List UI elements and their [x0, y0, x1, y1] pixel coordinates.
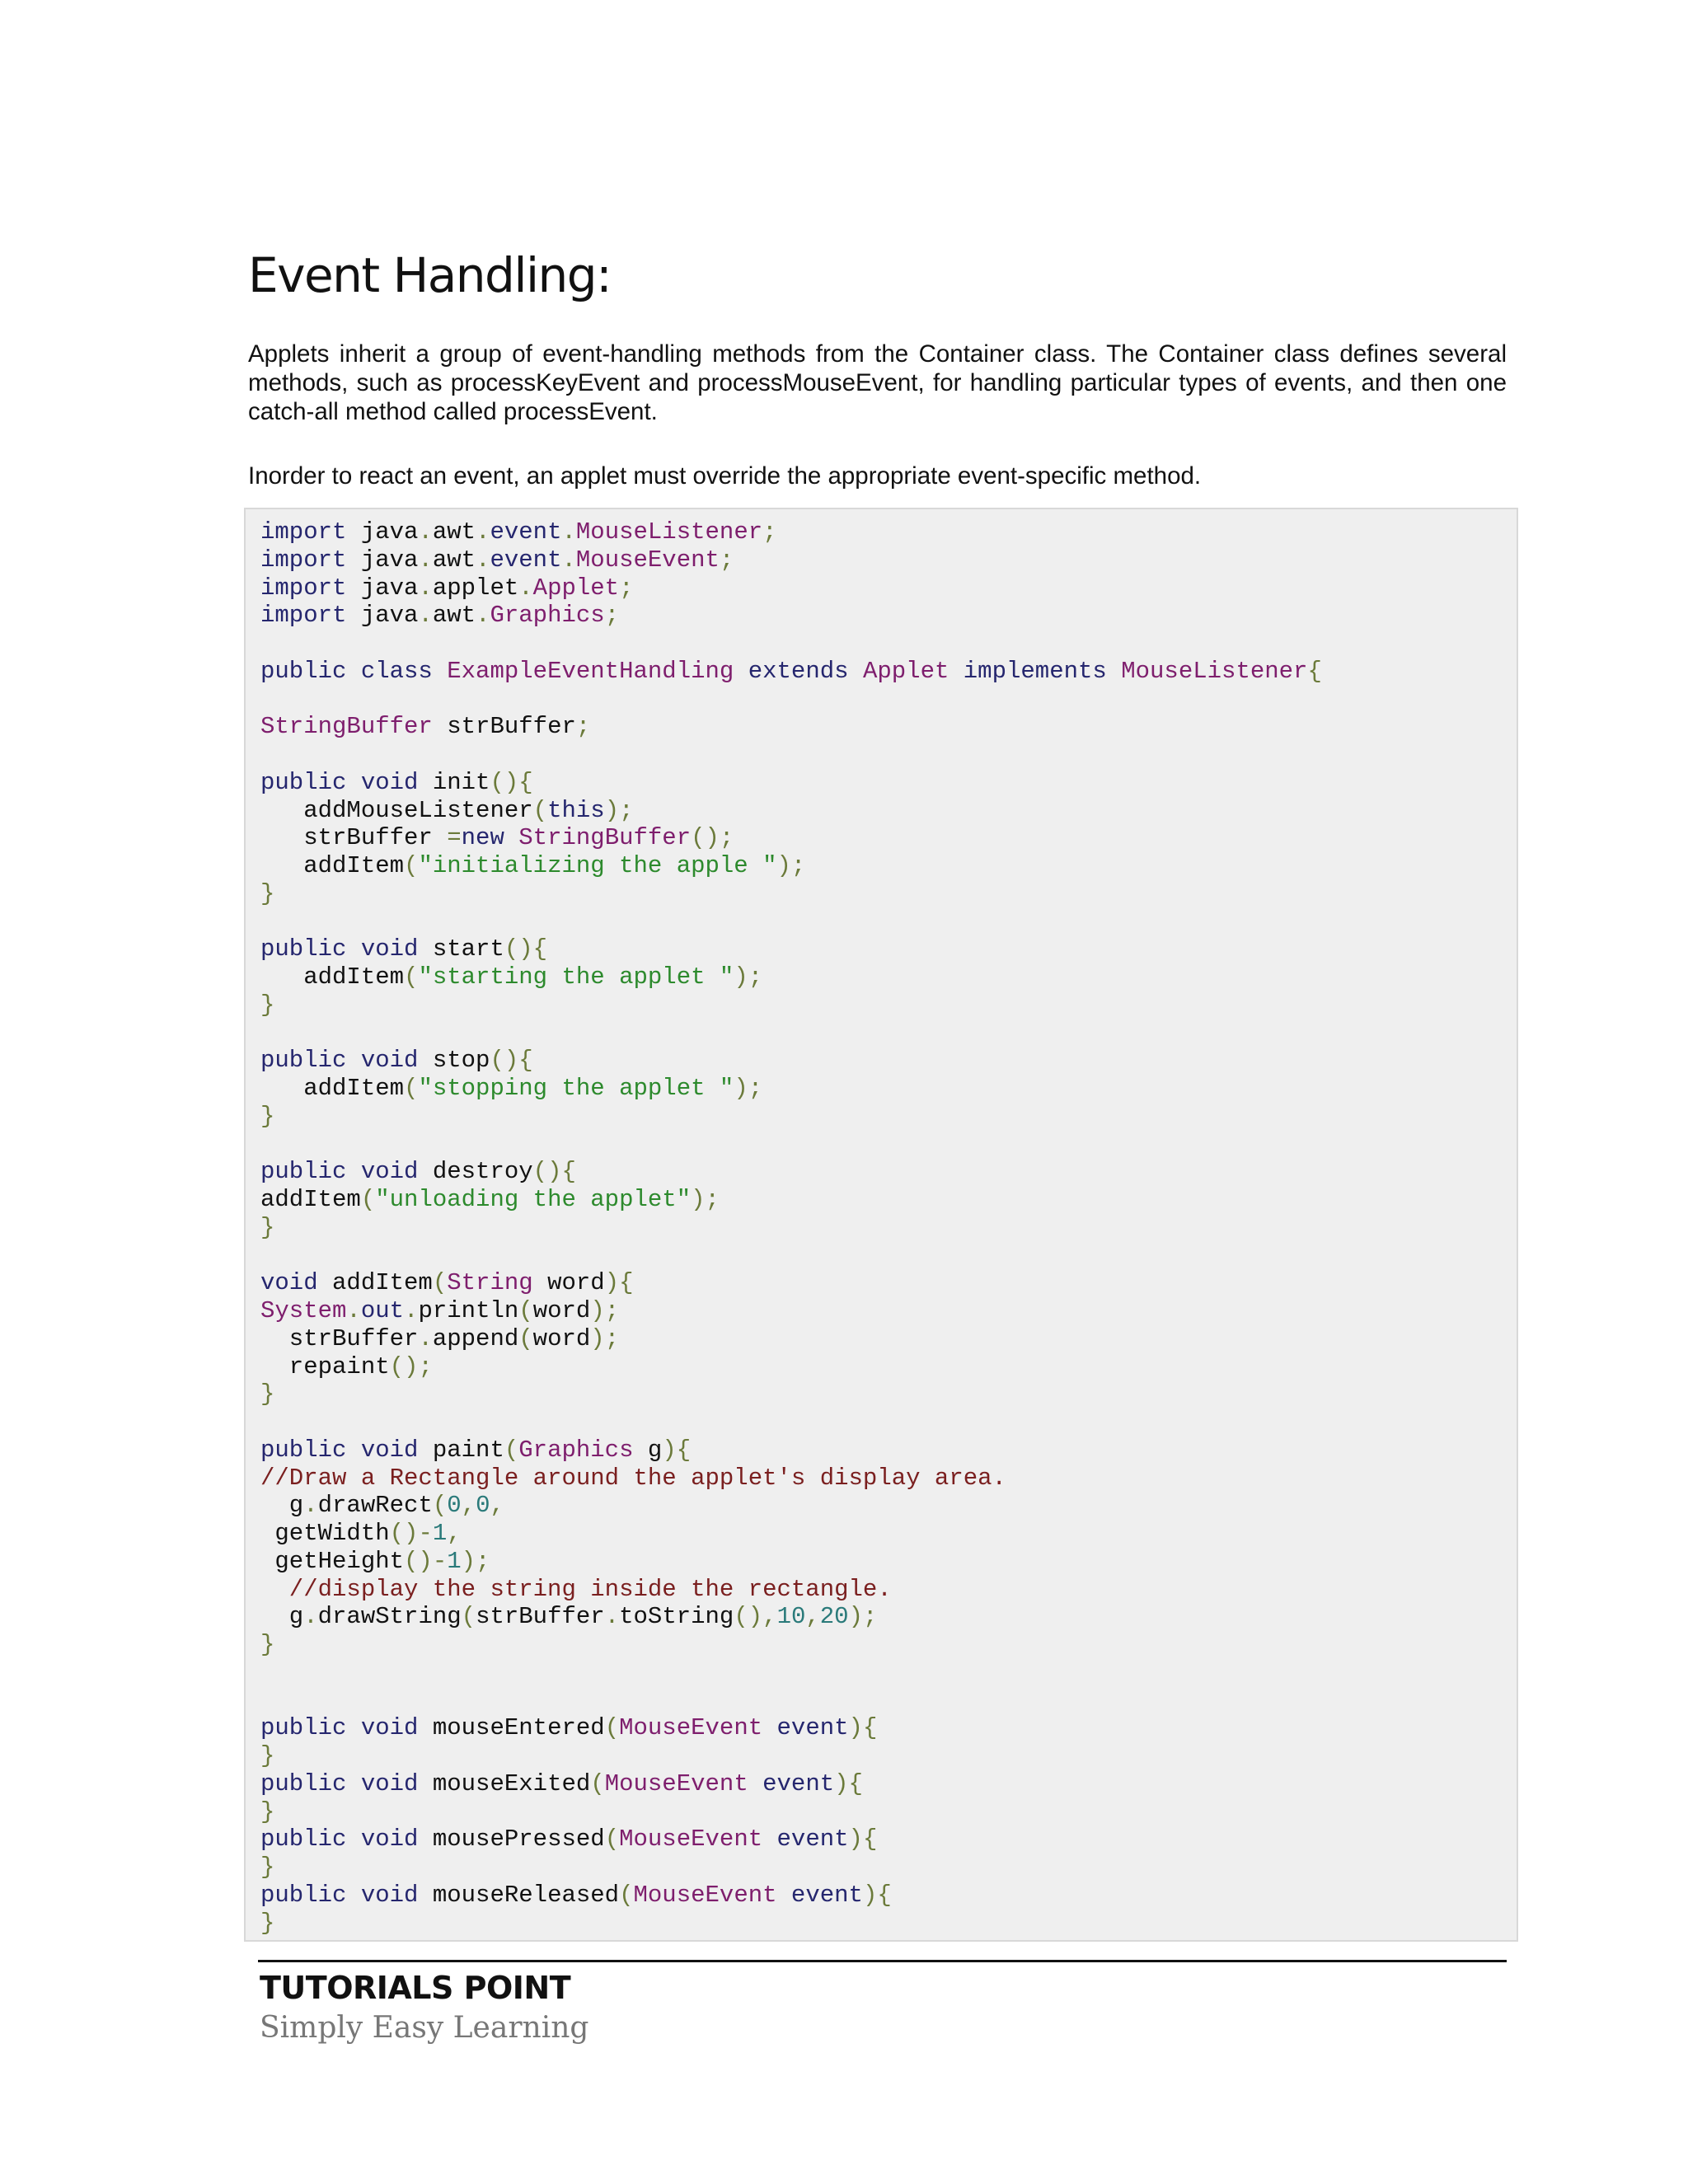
code-token: ){	[848, 1714, 878, 1742]
code-line	[260, 518, 1517, 546]
code-line	[260, 1131, 1517, 1159]
code-token: }	[260, 1102, 275, 1130]
code-token: ();	[691, 824, 734, 852]
code-token: mousePressed	[432, 1825, 605, 1854]
code-token: ;	[719, 546, 734, 574]
code-token: MouseEvent	[575, 546, 720, 574]
code-line	[260, 1047, 1517, 1075]
code-token: .	[518, 574, 533, 602]
code-token: strBuffer	[260, 1324, 419, 1352]
code-token: MouseEvent	[619, 1714, 763, 1742]
code-token: stop	[432, 1047, 490, 1075]
code-token: .	[418, 574, 433, 602]
code-token: }	[260, 1742, 275, 1769]
code-token: .	[404, 1297, 419, 1324]
code-token: import	[260, 602, 347, 630]
code-token: toString	[619, 1603, 734, 1631]
code-token: getWidth	[260, 1520, 390, 1547]
code-token: addItem	[260, 963, 405, 991]
code-token: ){	[862, 1881, 892, 1909]
code-line	[260, 1380, 1517, 1408]
code-line	[260, 1158, 1517, 1186]
code-token: );	[590, 1297, 620, 1324]
code-token: println	[418, 1297, 519, 1324]
code-line	[260, 824, 1517, 852]
code-token: public void	[260, 768, 433, 796]
code-token: mouseExited	[432, 1769, 591, 1797]
code-token: strBuffer	[476, 1603, 605, 1631]
code-token: paint	[432, 1436, 504, 1464]
code-token: MouseEvent	[619, 1825, 763, 1854]
code-token: 1	[432, 1520, 448, 1547]
code-token: {	[1307, 657, 1322, 685]
code-line	[260, 1214, 1517, 1242]
code-line	[260, 1465, 1517, 1493]
code-token: (	[518, 1297, 533, 1324]
code-token: addItem	[260, 1075, 405, 1102]
code-token: awt	[432, 602, 476, 630]
code-token: "starting the applet "	[418, 963, 734, 991]
code-token: java	[346, 518, 419, 546]
code-line	[260, 1492, 1517, 1520]
code-token: ){	[604, 1269, 634, 1297]
code-token: g	[633, 1436, 663, 1464]
code-token: .	[418, 602, 433, 630]
code-token: 10	[776, 1603, 806, 1631]
code-token: .	[418, 1324, 433, 1352]
code-token: event	[490, 546, 562, 574]
code-token: (	[504, 1436, 519, 1464]
code-token: StringBuffer	[518, 824, 692, 852]
code-token: StringBuffer	[260, 713, 433, 741]
code-token: (	[461, 1603, 476, 1631]
code-token: public void	[260, 1714, 433, 1742]
code-token: .	[303, 1603, 318, 1631]
footer-brand: TUTORIALS POINT	[260, 1970, 571, 2006]
code-token: implements	[949, 657, 1122, 685]
code-token: drawString	[317, 1603, 462, 1631]
code-token: ;	[575, 713, 591, 741]
code-line	[260, 1075, 1517, 1103]
code-line	[260, 1687, 1517, 1715]
code-line	[260, 1353, 1517, 1381]
code-line	[260, 1186, 1517, 1214]
code-token: ExampleEventHandling	[447, 657, 734, 685]
code-token: java	[346, 602, 419, 630]
code-token: public void	[260, 1881, 433, 1909]
footer-tagline: Simply Easy Learning	[260, 2011, 589, 2045]
code-token: MouseEvent	[633, 1881, 777, 1909]
code-line	[260, 1910, 1517, 1938]
code-token: System	[260, 1297, 347, 1324]
code-line	[260, 797, 1517, 825]
code-token: ()-	[389, 1520, 433, 1547]
code-line	[260, 1325, 1517, 1353]
code-token: }	[260, 1797, 275, 1825]
code-token: }	[260, 991, 275, 1019]
code-token: ,	[461, 1492, 476, 1520]
override-paragraph: Inorder to react an event, an applet must override the appropriate event-specific method.	[248, 462, 1202, 490]
code-token: out	[360, 1297, 405, 1324]
code-token: );	[590, 1324, 620, 1352]
code-token: mouseEntered	[432, 1714, 605, 1742]
code-token: start	[432, 935, 504, 963]
code-line	[260, 1825, 1517, 1854]
code-token: );	[776, 852, 806, 879]
code-token: MouseListener	[575, 518, 763, 546]
code-line	[260, 880, 1517, 908]
code-token: this	[547, 796, 605, 824]
code-line	[260, 1436, 1517, 1465]
code-line	[260, 1297, 1517, 1325]
code-token: append	[432, 1324, 519, 1352]
code-token: .	[604, 1603, 620, 1631]
code-line	[260, 741, 1517, 769]
code-line	[260, 852, 1517, 880]
code-token: (){	[504, 935, 548, 963]
code-line	[260, 963, 1517, 991]
code-token: event	[490, 518, 562, 546]
code-token: addMouseListener	[260, 796, 533, 824]
code-token: =	[447, 824, 462, 852]
code-line	[260, 991, 1517, 1019]
code-token: }	[260, 879, 275, 907]
code-token: 0	[476, 1492, 490, 1520]
code-token: word	[532, 1324, 591, 1352]
code-token: );	[604, 796, 634, 824]
code-token: .	[561, 546, 576, 574]
code-token: ){	[662, 1436, 692, 1464]
code-token: (	[619, 1881, 634, 1909]
code-token: strBuffer	[432, 713, 576, 741]
code-token: 0	[447, 1492, 462, 1520]
code-token: (	[404, 852, 419, 879]
code-line	[260, 1798, 1517, 1826]
code-line	[260, 1408, 1517, 1436]
code-token: MouseListener	[1121, 657, 1308, 685]
code-token: (	[360, 1186, 376, 1213]
code-token: .	[476, 602, 490, 630]
code-token: init	[432, 768, 490, 796]
code-token: public void	[260, 1158, 433, 1186]
code-line	[260, 1659, 1517, 1687]
code-line	[260, 1548, 1517, 1576]
code-token: awt	[432, 518, 476, 546]
code-token: );	[461, 1547, 490, 1575]
code-token: drawRect	[317, 1492, 433, 1520]
code-token: (	[432, 1269, 448, 1297]
code-token: strBuffer	[260, 824, 448, 852]
code-token: "initializing the apple "	[418, 852, 777, 879]
code-token: (	[404, 1075, 419, 1102]
code-token: (	[604, 1825, 620, 1854]
code-token: ){	[848, 1825, 878, 1854]
code-token: }	[260, 1909, 275, 1937]
code-line	[260, 1269, 1517, 1297]
code-token: );	[848, 1603, 878, 1631]
code-token: .	[561, 518, 576, 546]
code-token: "unloading the applet"	[375, 1186, 692, 1213]
code-token: addItem	[260, 852, 405, 879]
code-line	[260, 908, 1517, 936]
code-token: 1	[447, 1547, 462, 1575]
code-token: new	[461, 824, 519, 852]
code-token: Applet	[532, 574, 620, 602]
code-token: }	[260, 1854, 275, 1881]
code-token: (),	[734, 1603, 777, 1631]
code-token: (){	[490, 768, 533, 796]
code-line	[260, 1714, 1517, 1742]
code-token: import	[260, 546, 347, 574]
code-token: destroy	[432, 1158, 533, 1186]
code-token: );	[734, 963, 763, 991]
code-line	[260, 1742, 1517, 1770]
code-token: ()-	[404, 1547, 448, 1575]
code-line	[260, 1576, 1517, 1604]
page-title: Event Handling:	[248, 247, 612, 303]
code-line	[260, 1242, 1517, 1270]
code-token: .	[418, 546, 433, 574]
code-token: event	[762, 1714, 849, 1742]
code-token: .	[476, 518, 490, 546]
code-token: Graphics	[490, 602, 605, 630]
code-token: g	[260, 1603, 304, 1631]
code-token: Graphics	[518, 1436, 634, 1464]
code-token: public class	[260, 657, 448, 685]
code-line	[260, 602, 1517, 630]
code-token: event	[776, 1881, 863, 1909]
code-token: (	[604, 1714, 620, 1742]
code-token: public void	[260, 935, 433, 963]
code-token: );	[691, 1186, 720, 1213]
code-token: MouseEvent	[604, 1769, 748, 1797]
code-token: Applet	[862, 657, 950, 685]
code-token: ,	[490, 1492, 504, 1520]
code-token: ;	[604, 602, 620, 630]
code-token: .	[303, 1492, 318, 1520]
code-line	[260, 1854, 1517, 1882]
code-token: event	[748, 1769, 835, 1797]
code-token: (	[532, 796, 548, 824]
code-token: ){	[834, 1769, 863, 1797]
code-token: awt	[432, 546, 476, 574]
code-token: extends	[734, 657, 863, 685]
code-token: word	[532, 1269, 605, 1297]
code-token: java	[346, 546, 419, 574]
code-line	[260, 1103, 1517, 1131]
code-line	[260, 1631, 1517, 1659]
code-token: public void	[260, 1769, 433, 1797]
code-token: public void	[260, 1825, 433, 1854]
code-line	[260, 546, 1517, 574]
code-token: applet	[432, 574, 519, 602]
code-token: (	[432, 1492, 448, 1520]
code-token: void	[260, 1269, 333, 1297]
code-token: (	[404, 963, 419, 991]
code-token: java	[346, 574, 419, 602]
code-token: .	[418, 518, 433, 546]
code-line	[260, 658, 1517, 686]
code-token: repaint	[260, 1352, 390, 1380]
code-token: (	[518, 1324, 533, 1352]
code-token: ();	[389, 1352, 433, 1380]
code-line	[260, 1770, 1517, 1798]
code-token: mouseReleased	[432, 1881, 620, 1909]
code-token: .	[346, 1297, 361, 1324]
code-token: String	[447, 1269, 533, 1297]
code-token: word	[532, 1297, 591, 1324]
code-line	[260, 713, 1517, 741]
code-line	[260, 574, 1517, 602]
code-token: ,	[805, 1603, 820, 1631]
code-token: ;	[762, 518, 777, 546]
code-token: (){	[532, 1158, 576, 1186]
footer-divider	[258, 1960, 1507, 1962]
code-block	[244, 508, 1518, 1942]
code-line	[260, 1019, 1517, 1047]
code-token: addItem	[260, 1186, 361, 1213]
code-token: getHeight	[260, 1547, 405, 1575]
code-line	[260, 630, 1517, 658]
code-token: (	[590, 1769, 605, 1797]
code-token: ;	[619, 574, 634, 602]
code-token: addItem	[332, 1269, 433, 1297]
code-token: 20	[819, 1603, 849, 1631]
code-token: }	[260, 1380, 275, 1408]
code-token: (){	[490, 1047, 533, 1075]
code-token: g	[260, 1492, 304, 1520]
code-token: }	[260, 1631, 275, 1658]
code-token: "stopping the applet "	[418, 1075, 734, 1102]
intro-paragraph: Applets inherit a group of event-handling methods from the Container class. The Container class defines several methods, such as processKeyEvent and processMouseEvent, for handling particular types of events, and then one catch-all method called processEvent.	[248, 340, 1507, 425]
code-token: public void	[260, 1047, 433, 1075]
code-line	[260, 935, 1517, 963]
code-line	[260, 1520, 1517, 1548]
code-token: //display the string inside the rectangle.	[260, 1575, 892, 1603]
code-token: }	[260, 1213, 275, 1241]
code-token: event	[762, 1825, 849, 1854]
code-line	[260, 769, 1517, 797]
code-token: import	[260, 518, 347, 546]
code-token: ,	[447, 1520, 462, 1547]
code-token: //Draw a Rectangle around the applet's display area.	[260, 1464, 1006, 1492]
code-token: import	[260, 574, 347, 602]
code-token: .	[476, 546, 490, 574]
code-line	[260, 686, 1517, 714]
code-token: public void	[260, 1436, 433, 1464]
code-line	[260, 1603, 1517, 1631]
code-line	[260, 1882, 1517, 1910]
code-token: );	[734, 1075, 763, 1102]
